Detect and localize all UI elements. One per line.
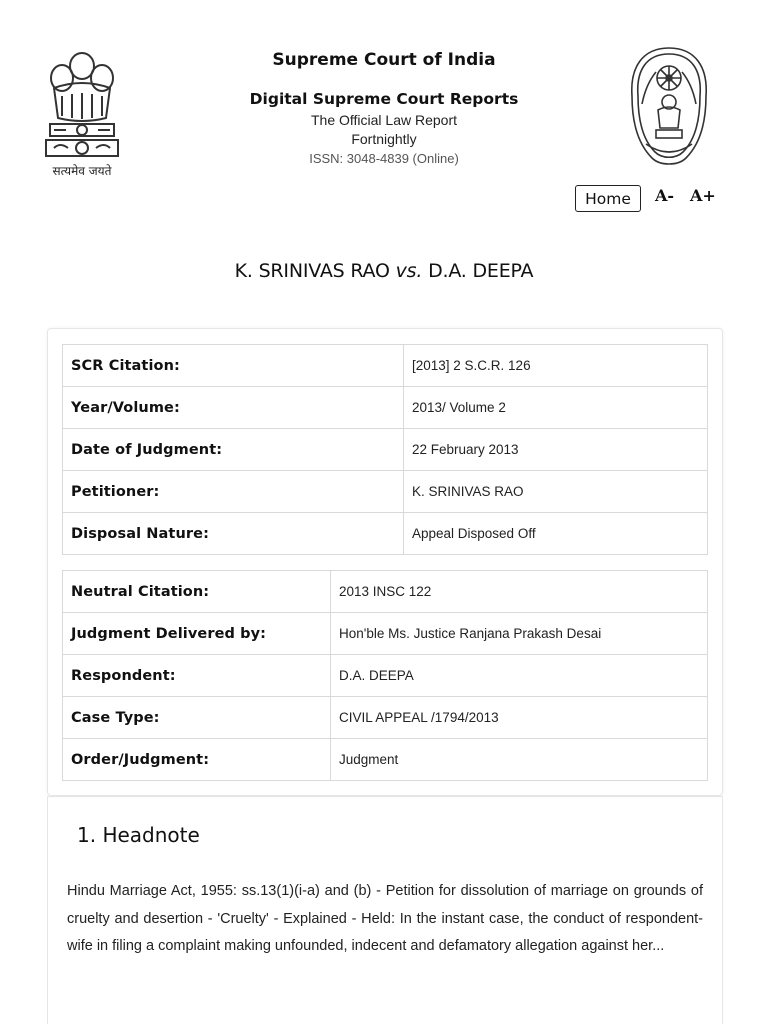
table-row [63,613,708,655]
detail-label: SCR Citation: [63,345,404,387]
case-details-primary-table [62,344,708,555]
headnote-title: 1. Headnote [77,823,200,847]
table-row [63,655,708,697]
table-row [63,513,708,555]
table-row [63,345,708,387]
detail-value: K. SRINIVAS RAO [404,471,708,513]
detail-label: Date of Judgment: [63,429,404,471]
font-decrease-button[interactable]: A- [655,186,675,205]
emblem-motto: सत्यमेव जयते [52,164,112,178]
detail-value: D.A. DEEPA [331,655,708,697]
detail-label: Year/Volume: [63,387,404,429]
case-vs: vs. [395,260,423,282]
detail-value: Appeal Disposed Off [404,513,708,555]
issn: ISSN: 3048-4839 (Online) [309,151,459,166]
table-row [63,387,708,429]
detail-label: Judgment Delivered by: [63,613,331,655]
supreme-court-logo [626,44,712,176]
table-row [63,471,708,513]
case-title [0,260,768,282]
detail-value: CIVIL APPEAL /1794/2013 [331,697,708,739]
site-branding [184,50,584,166]
detail-label: Case Type: [63,697,331,739]
supreme-court-seal-icon [626,44,712,176]
detail-value: 2013/ Volume 2 [404,387,708,429]
frequency: Fortnightly [351,131,417,147]
detail-label: Respondent: [63,655,331,697]
case-respondent: D.A. DEEPA [428,260,534,282]
detail-value: [2013] 2 S.C.R. 126 [404,345,708,387]
state-emblem [40,48,124,180]
lion-capital-icon [40,48,124,160]
reports-name: Digital Supreme Court Reports [249,90,519,108]
table-row [63,739,708,781]
detail-label: Neutral Citation: [63,571,331,613]
detail-value: Hon'ble Ms. Justice Ranjana Prakash Desai [331,613,708,655]
tagline: The Official Law Report [310,112,458,128]
detail-label: Petitioner: [63,471,404,513]
table-row [63,697,708,739]
detail-value: 22 February 2013 [404,429,708,471]
detail-label: Order/Judgment: [63,739,331,781]
detail-value: 2013 INSC 122 [331,571,708,613]
court-name: Supreme Court of India [272,50,496,70]
headnote-text: Hindu Marriage Act, 1955: ss.13(1)(i-a) and (b) - Petition for dissolution of marriage on grounds of cruelty and desertion - 'Cruelty' - Explained - Held: In the instant case, the conduct of respondent-wife in filing a complaint making unfounded, indecent and defamatory allegation against her... [67,883,703,954]
table-row [63,429,708,471]
font-increase-button[interactable]: A+ [690,186,716,205]
detail-value: Judgment [331,739,708,781]
table-row [63,571,708,613]
case-details-secondary-table [62,570,708,781]
case-petitioner: K. SRINIVAS RAO [234,260,390,282]
site-header [0,0,768,230]
detail-label: Disposal Nature: [63,513,404,555]
home-button[interactable]: Home [575,185,641,212]
